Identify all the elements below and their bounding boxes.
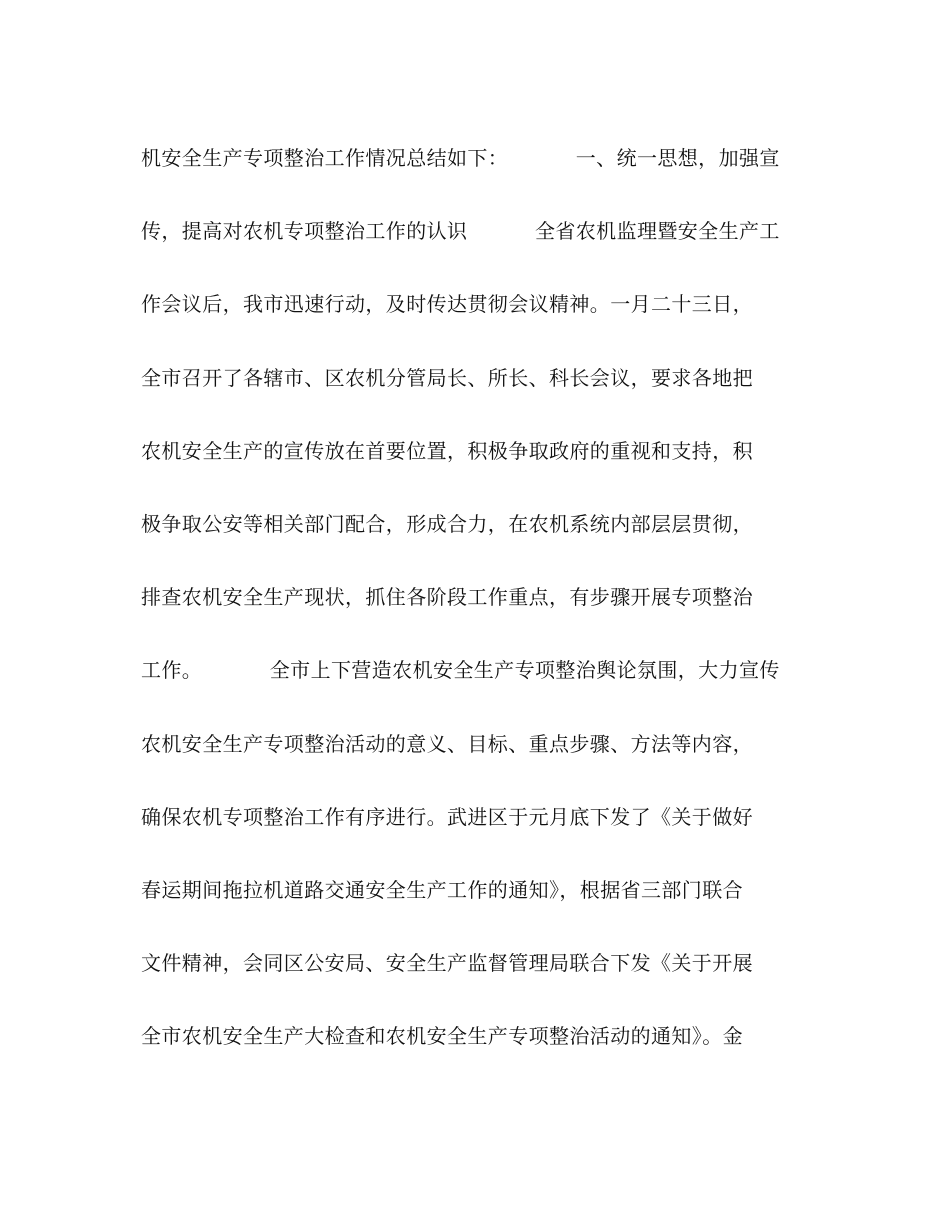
text-line: 全市农机安全生产大检查和农机安全生产专项整治活动的通知》。金 [141,1024,743,1049]
text-line: 机安全生产专项整治工作情况总结如下： 一、统一思想，加强宣 [141,146,780,170]
text-line: 极争取公安等相关部门配合，形成合力，在农机系统内部层层贯彻， [141,511,753,536]
text-line: 春运期间拖拉机道路交通安全生产工作的通知》，根据省三部门联合 [141,877,743,902]
text-line: 农机安全生产专项整治活动的意义、目标、重点步骤、方法等内容， [141,731,753,756]
text-line: 确保农机专项整治工作有序进行。武进区于元月底下发了《关于做好 [141,804,753,829]
text-line: 工作。 全市上下营造农机安全生产专项整治舆论氛围，大力宣传 [141,658,780,683]
text-line: 农机安全生产的宣传放在首要位置，积极争取政府的重视和支持，积 [141,438,753,463]
body-text [141,136,821,1087]
text-line: 传，提高对农机专项整治工作的认识 全省农机监理暨安全生产工 [141,219,780,244]
text-line: 全市召开了各辖市、区农机分管局长、所长、科长会议，要求各地把 [141,365,753,390]
text-line: 作会议后，我市迅速行动，及时传达贯彻会议精神。一月二十三日， [141,292,753,317]
text-line: 排查农机安全生产现状，抓住各阶段工作重点，有步骤开展专项整治 [141,585,753,610]
text-line: 文件精神，会同区公安局、安全生产监督管理局联合下发《关于开展 [141,951,753,976]
